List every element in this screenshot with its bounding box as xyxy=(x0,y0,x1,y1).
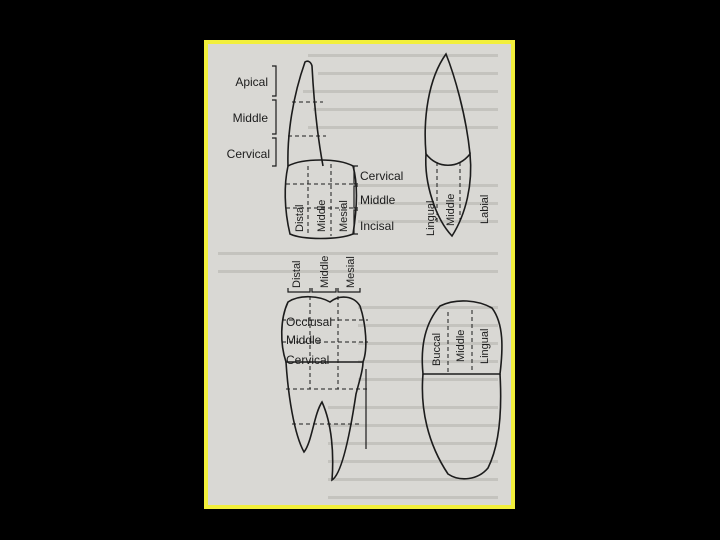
label-crown-mesial: Mesial xyxy=(338,200,350,232)
label-side-middle: Middle xyxy=(445,193,457,226)
tooth-division-diagram xyxy=(208,44,511,505)
label-molar-middle-top: Middle xyxy=(319,255,331,288)
label-incisal: Incisal xyxy=(360,219,395,233)
label-apical: Apical xyxy=(235,75,268,89)
label-molar-distal: Distal xyxy=(291,260,303,288)
label-root-middle: Middle xyxy=(232,111,268,125)
incisor-side-root xyxy=(425,54,470,154)
label-buccal: Buccal xyxy=(431,332,443,366)
label-crown-middle: Middle xyxy=(360,193,396,207)
label-crown-middle-horizontal: Middle xyxy=(316,199,328,232)
label-molar-mesial: Mesial xyxy=(345,256,357,288)
label-labial: Labial xyxy=(479,194,491,224)
label-crown-cervical: Cervical xyxy=(360,169,404,183)
figure-frame xyxy=(204,40,515,509)
label-molar-lingual: Lingual xyxy=(479,328,491,364)
molar-proximal-view xyxy=(422,301,502,479)
label-molar-cervical: Cervical xyxy=(286,353,330,367)
label-lingual: Lingual xyxy=(425,200,437,236)
label-molar-middle: Middle xyxy=(286,333,322,347)
label-proximal-middle: Middle xyxy=(455,329,467,362)
label-root-cervical: Cervical xyxy=(226,147,270,161)
label-occlusal: Occlusal xyxy=(286,315,333,329)
label-crown-distal: Distal xyxy=(294,204,306,232)
incisor-root-outline xyxy=(288,61,323,166)
